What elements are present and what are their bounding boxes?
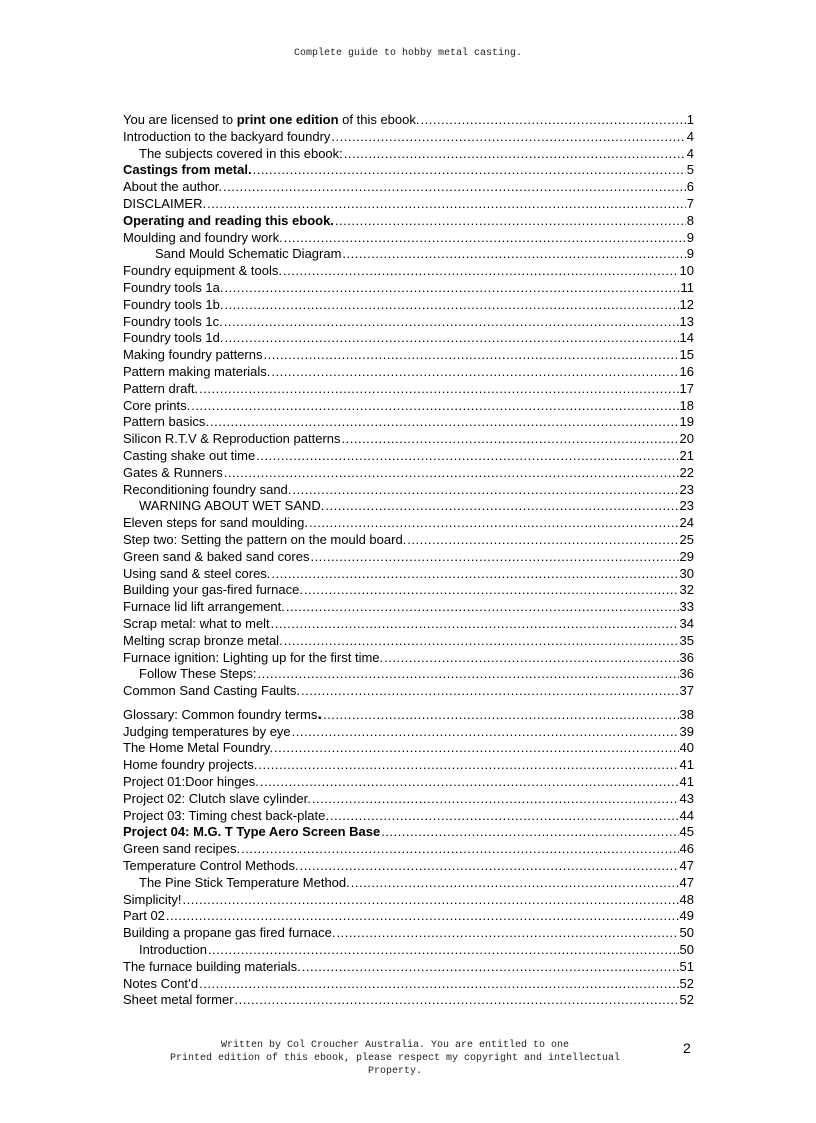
dot-leader [224, 280, 679, 297]
dot-leader [208, 942, 679, 959]
dot-leader [351, 875, 679, 892]
toc-entry-title: Using sand & steel cores. [123, 565, 271, 581]
toc-entry[interactable] [123, 330, 694, 347]
toc-entry[interactable] [123, 740, 694, 757]
toc-entry-page: 1 [686, 112, 694, 127]
toc-entry-page: 50 [679, 942, 694, 958]
toc-entry-page: 49 [679, 908, 694, 924]
table-of-contents [123, 112, 694, 1009]
toc-entry-page: 36 [679, 666, 694, 682]
toc-entry-title: Common Sand Casting Faults. [123, 683, 301, 699]
toc-entry-page: 47 [679, 858, 694, 874]
toc-entry[interactable] [123, 230, 694, 247]
toc-entry-page: 29 [679, 548, 694, 564]
toc-entry[interactable] [123, 129, 694, 146]
toc-entry-title: Temperature Control Methods. [123, 858, 299, 874]
toc-entry[interactable] [123, 875, 694, 892]
toc-entry-page: 18 [679, 397, 694, 413]
toc-entry-page: 9 [686, 229, 694, 245]
toc-entry-title: Pattern draft. [123, 380, 199, 396]
toc-entry[interactable] [123, 757, 694, 774]
toc-entry[interactable] [123, 633, 694, 650]
dot-leader [312, 791, 679, 808]
toc-entry-title: DISCLAIMER. [123, 195, 207, 211]
toc-entry[interactable] [123, 774, 694, 791]
toc-entry-title: Foundry tools 1d. [123, 330, 224, 346]
dot-leader [407, 532, 678, 549]
toc-entry-page: 45 [679, 824, 694, 840]
toc-entry[interactable] [123, 213, 694, 230]
toc-entry[interactable] [123, 908, 694, 925]
toc-entry-page: 23 [679, 481, 694, 497]
dot-leader [224, 314, 679, 331]
toc-entry[interactable] [123, 314, 694, 331]
dot-leader [323, 707, 678, 724]
toc-entry-title: Sheet metal former [123, 992, 234, 1008]
toc-entry[interactable] [123, 465, 694, 482]
toc-entry-title: Foundry tools 1b. [123, 296, 224, 312]
footer-line: Printed edition of this ebook, please respect my copyright and intellectual [169, 1053, 621, 1064]
dot-leader [325, 498, 678, 515]
toc-entry-page: 48 [679, 891, 694, 907]
toc-entry-title: Glossary: Common foundry terms. [123, 703, 323, 723]
toc-entry[interactable] [123, 808, 694, 825]
toc-entry-page: 14 [679, 330, 694, 346]
dot-leader [183, 892, 679, 909]
toc-entry[interactable] [123, 112, 694, 129]
toc-entry[interactable] [123, 666, 694, 683]
dot-leader [271, 566, 678, 583]
toc-entry-page: 40 [679, 740, 694, 756]
dot-leader [166, 908, 679, 925]
toc-entry-title: Notes Cont’d [123, 975, 199, 991]
toc-entry[interactable] [123, 498, 694, 515]
toc-entry[interactable] [123, 858, 694, 875]
toc-entry-page: 5 [686, 162, 694, 178]
toc-entry-page: 41 [679, 757, 694, 773]
toc-entry-page: 4 [686, 128, 694, 144]
dot-leader [292, 482, 678, 499]
toc-entry-page: 23 [679, 498, 694, 514]
toc-entry[interactable] [123, 280, 694, 297]
toc-entry-title: Scrap metal: what to melt [123, 615, 270, 631]
toc-entry-page: 30 [679, 565, 694, 581]
toc-entry[interactable] [123, 599, 694, 616]
toc-entry-title: Core prints. [123, 397, 191, 413]
dot-leader [304, 582, 679, 599]
toc-entry-page: 44 [679, 807, 694, 823]
dot-leader [258, 757, 678, 774]
toc-entry-page: 52 [679, 975, 694, 991]
toc-entry[interactable] [123, 616, 694, 633]
dot-leader [223, 179, 686, 196]
toc-entry-page: 20 [679, 431, 694, 447]
toc-entry-page: 6 [686, 179, 694, 195]
dot-leader [342, 431, 679, 448]
toc-entry-page: 41 [679, 774, 694, 790]
dot-leader [284, 633, 679, 650]
toc-entry-title: Project 01:Door hinges. [123, 774, 259, 790]
toc-entry[interactable] [123, 703, 694, 724]
toc-entry-page: 32 [679, 582, 694, 598]
dot-leader [199, 381, 678, 398]
toc-entry-title: Green sand & baked sand cores [123, 548, 310, 564]
toc-entry-title: Casting shake out time [123, 447, 256, 463]
toc-entry-title: Part 02 [123, 908, 165, 924]
dot-leader [263, 347, 678, 364]
dot-leader [271, 364, 678, 381]
toc-entry[interactable] [123, 724, 694, 741]
toc-entry-title: Furnace lid lift arrangement. [123, 599, 285, 615]
toc-entry[interactable] [123, 824, 694, 841]
toc-entry[interactable] [123, 146, 694, 163]
toc-entry[interactable] [123, 566, 694, 583]
toc-entry[interactable] [123, 398, 694, 415]
toc-entry[interactable] [123, 263, 694, 280]
dot-leader [283, 263, 679, 280]
toc-entry-title: Pattern basics. [123, 414, 209, 430]
page-number: 2 [683, 1040, 691, 1056]
toc-entry-title: Reconditioning foundry sand. [123, 481, 292, 497]
toc-entry-title: Project 04: M.G. T Type Aero Screen Base [123, 824, 381, 840]
toc-entry[interactable] [123, 532, 694, 549]
toc-entry[interactable] [123, 942, 694, 959]
toc-entry-title: Building a propane gas fired furnace. [123, 925, 336, 941]
toc-entry-page: 38 [679, 706, 694, 722]
toc-entry-page: 8 [686, 212, 694, 228]
toc-entry-title: Step two: Setting the pattern on the mould board. [123, 531, 407, 547]
toc-entry-title: The Home Metal Foundry. [123, 740, 274, 756]
toc-entry-title: Project 03: Timing chest back-plate. [123, 807, 329, 823]
toc-entry-title: Operating and reading this ebook. [123, 212, 334, 228]
toc-entry[interactable] [123, 650, 694, 667]
toc-entry-title: Furnace ignition: Lighting up for the first time. [123, 649, 384, 665]
dot-leader [421, 112, 686, 129]
toc-entry[interactable] [123, 841, 694, 858]
toc-entry-page: 46 [679, 841, 694, 857]
toc-entry[interactable] [123, 246, 694, 263]
toc-entry[interactable] [123, 515, 694, 532]
toc-entry[interactable] [123, 925, 694, 942]
toc-entry-page: 4 [686, 145, 694, 161]
dot-leader [381, 824, 678, 841]
toc-entry-page: 16 [679, 363, 694, 379]
toc-entry[interactable] [123, 364, 694, 381]
dot-leader [224, 330, 678, 347]
dot-leader [286, 599, 679, 616]
toc-entry-title: Pattern making materials. [123, 363, 271, 379]
toc-entry-title: Melting scrap bronze metal. [123, 632, 283, 648]
dot-leader [235, 992, 679, 1009]
dot-leader [336, 925, 678, 942]
toc-entry-page: 47 [679, 874, 694, 890]
dot-leader [260, 774, 679, 791]
dot-leader [224, 297, 678, 314]
toc-entry-page: 50 [679, 925, 694, 941]
toc-entry-title: Foundry tools 1a. [123, 279, 224, 295]
dot-leader [331, 129, 685, 146]
dot-leader [335, 213, 686, 230]
toc-entry[interactable] [123, 179, 694, 196]
dot-leader [253, 162, 686, 179]
dot-leader [330, 808, 679, 825]
toc-entry-title: You are licensed to print one edition of this ebook. [123, 112, 420, 127]
toc-entry-title: Gates & Runners [123, 464, 223, 480]
toc-entry-page: 33 [679, 599, 694, 615]
toc-entry-title: The subjects covered in this ebook: [139, 145, 343, 161]
toc-entry-title: Building your gas-fired furnace. [123, 582, 303, 598]
toc-entry[interactable] [123, 196, 694, 213]
toc-entry-page: 37 [679, 683, 694, 699]
toc-entry-title: Foundry equipment & tools. [123, 263, 282, 279]
toc-entry[interactable] [123, 381, 694, 398]
toc-entry[interactable] [123, 431, 694, 448]
toc-entry-title: Home foundry projects. [123, 757, 258, 773]
toc-entry-title: Eleven steps for sand moulding. [123, 515, 308, 531]
dot-leader [210, 414, 679, 431]
dot-leader [199, 976, 678, 993]
dot-leader [191, 398, 678, 415]
toc-entry[interactable] [123, 791, 694, 808]
toc-entry[interactable] [123, 549, 694, 566]
toc-entry[interactable] [123, 976, 694, 993]
toc-entry-title: Castings from metal. [123, 162, 252, 178]
dot-leader [258, 666, 679, 683]
toc-entry-page: 24 [679, 515, 694, 531]
toc-entry-title: Introduction [139, 942, 207, 958]
toc-entry-page: 52 [679, 992, 694, 1008]
toc-entry-title: About the author. [123, 179, 223, 195]
toc-entry[interactable] [123, 347, 694, 364]
toc-entry-page: 35 [679, 632, 694, 648]
toc-entry-page: 22 [679, 464, 694, 480]
toc-entry[interactable] [123, 414, 694, 431]
toc-entry[interactable] [123, 582, 694, 599]
running-header: Complete guide to hobby metal casting. [293, 48, 523, 59]
toc-entry[interactable] [123, 448, 694, 465]
toc-entry-page: 21 [679, 447, 694, 463]
toc-entry-page: 51 [679, 958, 694, 974]
dot-leader [384, 650, 678, 667]
toc-entry-title: The Pine Stick Temperature Method. [139, 874, 350, 890]
toc-entry-page: 43 [679, 790, 694, 806]
dot-leader [271, 616, 679, 633]
toc-entry[interactable] [123, 162, 694, 179]
dot-leader [274, 740, 678, 757]
dot-leader [224, 465, 679, 482]
toc-entry-title: Project 02: Clutch slave cylinder. [123, 790, 311, 806]
dot-leader [284, 230, 686, 247]
toc-entry-page: 9 [686, 246, 694, 262]
dot-leader [300, 858, 679, 875]
dot-leader [310, 549, 678, 566]
toc-entry-title: Moulding and foundry work. [123, 229, 283, 245]
toc-entry-page: 13 [679, 313, 694, 329]
toc-entry-page: 17 [679, 380, 694, 396]
toc-entry[interactable] [123, 992, 694, 1009]
toc-entry-title: WARNING ABOUT WET SAND. [139, 498, 325, 514]
toc-entry-title: The furnace building materials. [123, 958, 301, 974]
toc-entry-title: Introduction to the backyard foundry [123, 128, 331, 144]
dot-leader [241, 841, 678, 858]
toc-entry-title: Making foundry patterns [123, 347, 263, 363]
toc-entry[interactable] [123, 959, 694, 976]
toc-entry[interactable] [123, 892, 694, 909]
dot-leader [342, 246, 685, 263]
toc-entry-page: 36 [679, 649, 694, 665]
toc-entry-page: 10 [679, 263, 694, 279]
toc-entry-title: Simplicity! [123, 891, 182, 907]
toc-entry-title: Green sand recipes. [123, 841, 241, 857]
dot-leader [301, 683, 679, 700]
toc-entry[interactable] [123, 683, 694, 700]
toc-entry-page: 12 [679, 296, 694, 312]
footer-notice [130, 1039, 660, 1078]
dot-leader [256, 448, 678, 465]
toc-entry-title: Sand Mould Schematic Diagram [155, 246, 342, 262]
dot-leader [292, 724, 679, 741]
toc-entry-page: 7 [686, 195, 694, 211]
toc-entry-page: 39 [679, 723, 694, 739]
dot-leader [207, 196, 686, 213]
dot-leader [344, 146, 686, 163]
footer-line: Property. [367, 1066, 422, 1077]
toc-entry-page: 34 [679, 615, 694, 631]
toc-entry-title: Silicon R.T.V & Reproduction patterns [123, 431, 341, 447]
dot-leader [302, 959, 679, 976]
dot-leader [309, 515, 679, 532]
toc-entry-page: 25 [679, 531, 694, 547]
toc-entry-title: Foundry tools 1c. [123, 313, 223, 329]
toc-entry-page: 19 [679, 414, 694, 430]
toc-entry-title: Follow These Steps: [139, 666, 257, 682]
toc-entry[interactable] [123, 297, 694, 314]
toc-entry[interactable] [123, 482, 694, 499]
footer-line: Written by Col Croucher Australia. You are entitled to one [220, 1040, 570, 1051]
toc-entry-page: 11 [680, 279, 694, 295]
toc-entry-title: Judging temperatures by eye [123, 723, 291, 739]
toc-entry-page: 15 [679, 347, 694, 363]
